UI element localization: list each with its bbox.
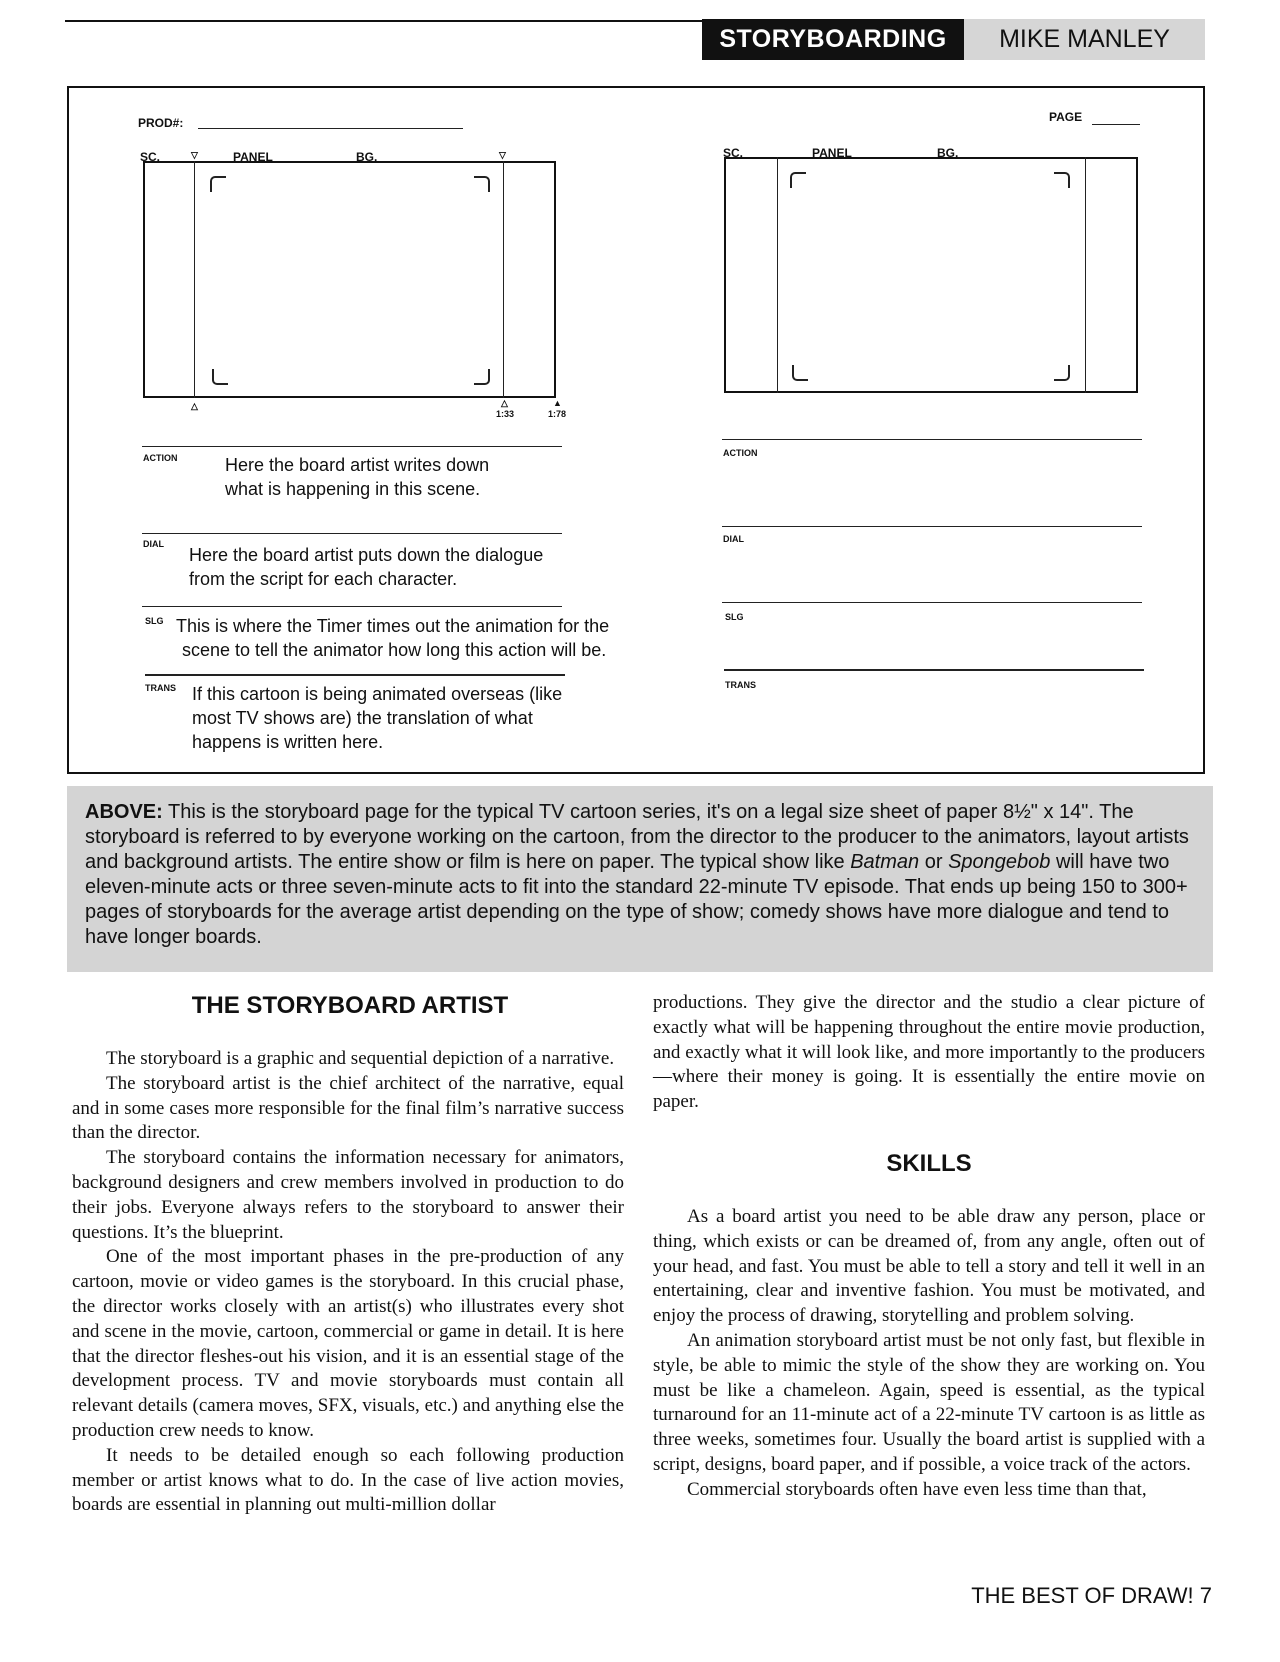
left-dial-text: Here the board artist puts down the dialogue from the script for each character. [189,545,544,589]
left-action-line [142,446,562,447]
article-paragraph: One of the most important phases in the pre-production of any cartoon, movie or video games is the storyboard. In this crucial phase, the director works closely with an artist(s) who illustrates every shot and scene in the movie, cartoon, commercial or game in detail. It is here that the director fleshes-out his vision, and it is an essential stage of the development process. TV and movie storyboards must contain all relevant details (camera moves, SFX, visuals, etc.) and anything else the production crew needs to know. [72,1246,624,1441]
ratio-178-label: 1:78 [548,409,567,419]
left-crop-mark-bl [212,369,228,385]
left-slg-label: SLG [145,616,164,626]
right-slg-label: SLG [725,612,744,622]
article-paragraph: The storyboard artist is the chief architect of the narrative, equal and in some cases more responsible for the final film’s narrative success than the director. [72,1072,624,1144]
article-paragraph: The storyboard is a graphic and sequential depiction of a narrative. [106,1048,615,1069]
left-slg-text: This is where the Timer times out the animation for the scene to tell the animator how long this action will be. [176,616,610,660]
right-trans-label: TRANS [725,680,756,690]
prod-line [198,128,463,129]
left-top-marker-2: ▽ [499,150,506,160]
article-paragraph: As a board artist you need to be able draw any person, place or thing, which exists or can be dreamed of, from any angle, often out of your head, and fast. You must be able to tell a story and tell it well in an entertaining, clear and inventive fashion. You must be motivated, and enjoy the process of drawing, storytelling and problem solving. [653,1206,1205,1327]
left-bottom-marker-1: △ [191,401,198,411]
right-action-label: ACTION [723,448,758,458]
right-safe-line-left [777,157,778,393]
left-top-marker-1: ▽ [191,150,198,160]
right-column-skills [653,1205,1205,1503]
left-dial-line [142,533,562,534]
page-line [1092,124,1140,125]
author-name: MIKE MANLEY [964,19,1205,60]
right-dial-label: DIAL [723,534,744,544]
right-column-intro [653,991,1205,1115]
left-panel-frame [143,161,556,398]
section-title: STORYBOARDING [702,19,964,60]
left-panel-label: PANEL [233,150,273,164]
left-crop-mark-tl [210,176,226,192]
right-crop-mark-bl [792,365,808,381]
ratio-133-label: 1:33 [496,409,515,419]
left-safe-line-right [503,161,504,398]
caption-text-3: will have two eleven-minute acts or three seven-minute acts to fit into the standard 22-minute TV episode. That ends up being 150 to 300+ pages of storyboards for the average artist depending on the type of show; comedy shows have more dialogue and tend to have longer boards. [85,851,1188,948]
right-slg-line [722,602,1142,603]
left-bottom-marker-3: ▲ [553,398,562,408]
right-dial-line [722,526,1142,527]
right-panel-frame [724,157,1138,393]
left-crop-mark-tr [474,176,490,192]
left-trans-label: TRANS [145,683,176,693]
right-action-line [722,439,1142,440]
skills-title: SKILLS [886,1150,972,1177]
caption-italic-batman: Batman [850,851,920,873]
article-paragraph: An animation storyboard artist must be not only fast, but flexible in style, be able to mimic the style of the show they are working on. You must be like a chameleon. Again, speed is essential, as the typical turnaround for an 11-minute act of a 22-minute TV cartoon is as little as three weeks, sometimes four. Usually the board artist is supplied with a script, designs, board paper, and if possible, a voice track of the actors. [653,1329,1205,1475]
left-bottom-marker-2: △ [501,398,508,408]
right-safe-line-right [1085,157,1086,393]
left-sc-label: SC. [140,150,161,164]
caption-lead: ABOVE: [85,801,163,823]
caption-box [67,786,1213,972]
right-crop-mark-tl [790,172,806,188]
caption-text-2: or [919,851,949,873]
article-paragraph: It needs to be detailed enough so each following production member or artist knows what to do. In the case of live action movies, boards are essential in planning out multi-million dollar [72,1444,624,1516]
left-action-text: Here the board artist writes down what is happening in this scene. [225,455,490,499]
prod-label: PROD#: [138,116,184,130]
right-bg-label: BG. [937,146,959,160]
left-trans-text: If this cartoon is being animated overseas (like most TV shows are) the translation of what happens is written here. [192,684,563,752]
article-title: THE STORYBOARD ARTIST [191,992,509,1019]
left-column [72,1047,624,1518]
left-action-label: ACTION [143,453,178,463]
right-panel-label: PANEL [812,146,852,160]
right-sc-label: SC. [723,146,744,160]
page-label: PAGE [1049,110,1083,124]
left-safe-line-left [194,161,195,398]
right-crop-mark-tr [1054,172,1070,188]
left-trans-line [145,674,565,676]
left-bg-label: BG. [356,150,378,164]
caption-text-1: This is the storyboard page for the typical TV cartoon series, it's on a legal size sheet of paper 8½" x 14". The storyboard is referred to by everyone working on the cartoon, from the director to the producer to the animators, layout artists and background artists. The entire show or film is here on paper. The typical show like [85,801,1189,873]
article-paragraph: productions. They give the director and the studio a clear picture of exactly what will be happening throughout the entire movie production, and exactly what it will look like, and more importantly to the producers—where their money is going. It is essentially the entire movie on paper. [653,992,1205,1113]
article-paragraph: Commercial storyboards often have even less time than that, [687,1478,1147,1500]
left-dial-label: DIAL [143,539,164,549]
left-crop-mark-br [474,369,490,385]
right-trans-line [724,669,1144,671]
right-crop-mark-br [1054,365,1070,381]
left-slg-line [142,606,562,607]
page-footer: THE BEST OF DRAW! 7 [971,1583,1212,1608]
caption-italic-spongebob: Spongebob [948,851,1051,873]
article-paragraph: The storyboard contains the information necessary for animators, background designers and crew members involved in production to do their jobs. Everyone always refers to the storyboard to answer their questions. It’s the blueprint. [72,1147,624,1243]
